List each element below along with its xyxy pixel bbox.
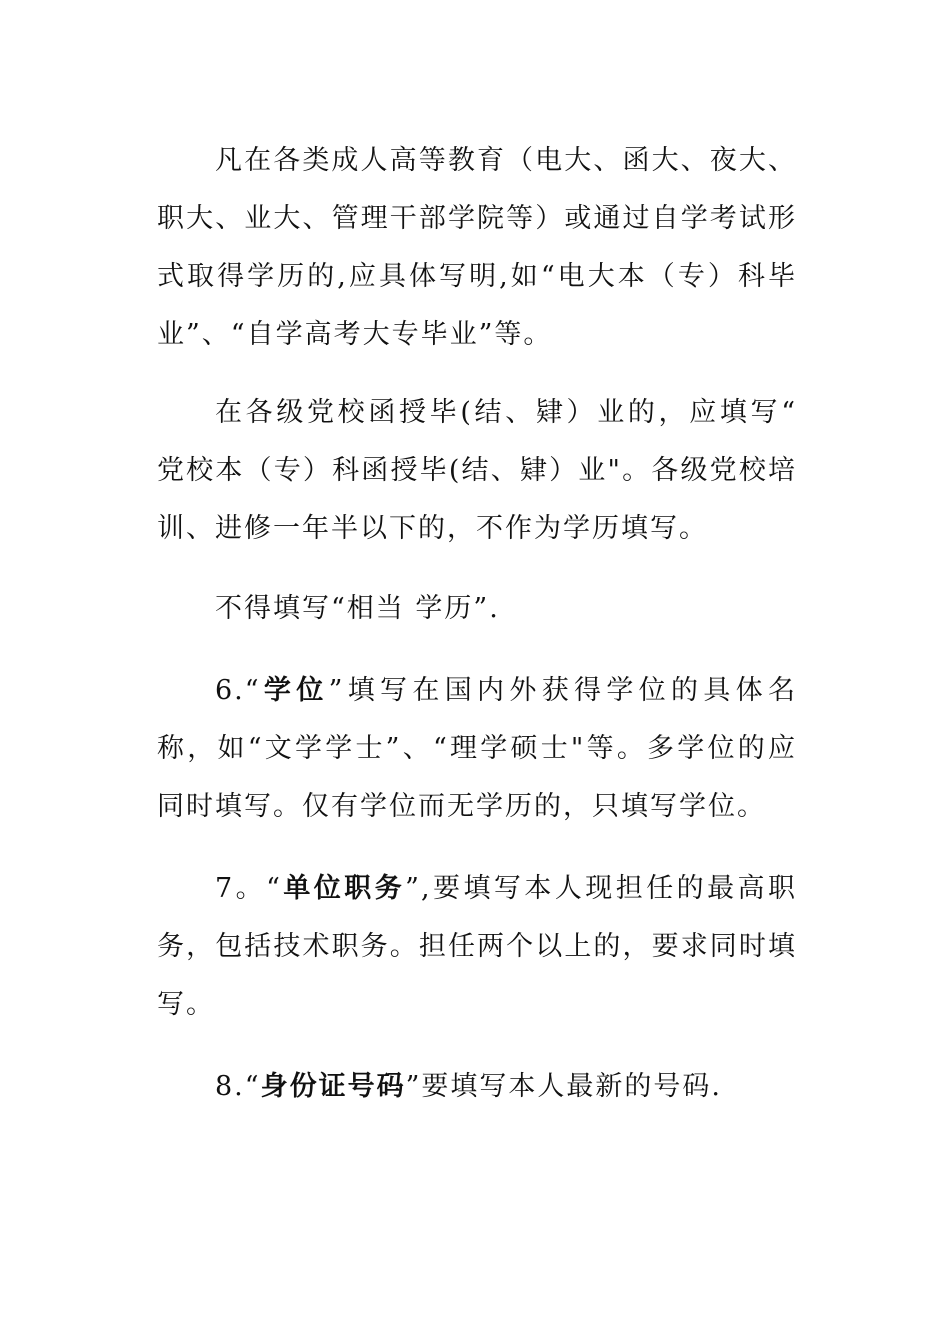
document-body [157,132,797,1116]
item-number-8: 8.“ [215,1071,261,1102]
paragraph-degree [157,662,797,836]
keyword-id-number: 身份证号码 [260,1071,406,1102]
item-number-7: 7。“ [215,873,282,904]
paragraph-id-number [157,1058,797,1116]
job-title-description: ”,要填写本人现担任的最高职务，包括技术职务。担任两个以上的，要求同时填写。 [157,873,798,1020]
paragraph-job-title [157,860,797,1034]
degree-description: ”填写在国内外获得学位的具体名称，如“文学学士”、“理学硕士"等。多学位的应同时填写。仅有学位而无学历的，只填写学位。 [157,675,798,822]
keyword-degree: 学位 [260,675,329,706]
paragraph-party-school: 在各级党校函授毕(结、肄）业的，应填写“ 党校本（专）科函授毕(结、肄）业"。各级党校培训、进修一年半以下的，不作为学历填写。 [157,397,797,544]
paragraph-adult-education: 凡在各类成人高等教育（电大、函大、夜大、职大、业大、管理干部学院等）或通过自学考试形式取得学历的,应具体写明,如“电大本（专）科毕业”、“自学高考大专毕业”等。 [157,145,797,350]
id-number-description: ”要填写本人最新的号码. [405,1071,722,1102]
paragraph-equivalent-education: 不得填写“相当 学历”. [215,593,500,624]
keyword-job-title: 单位职务 [281,873,406,904]
item-number-6: 6.“ [215,675,261,706]
